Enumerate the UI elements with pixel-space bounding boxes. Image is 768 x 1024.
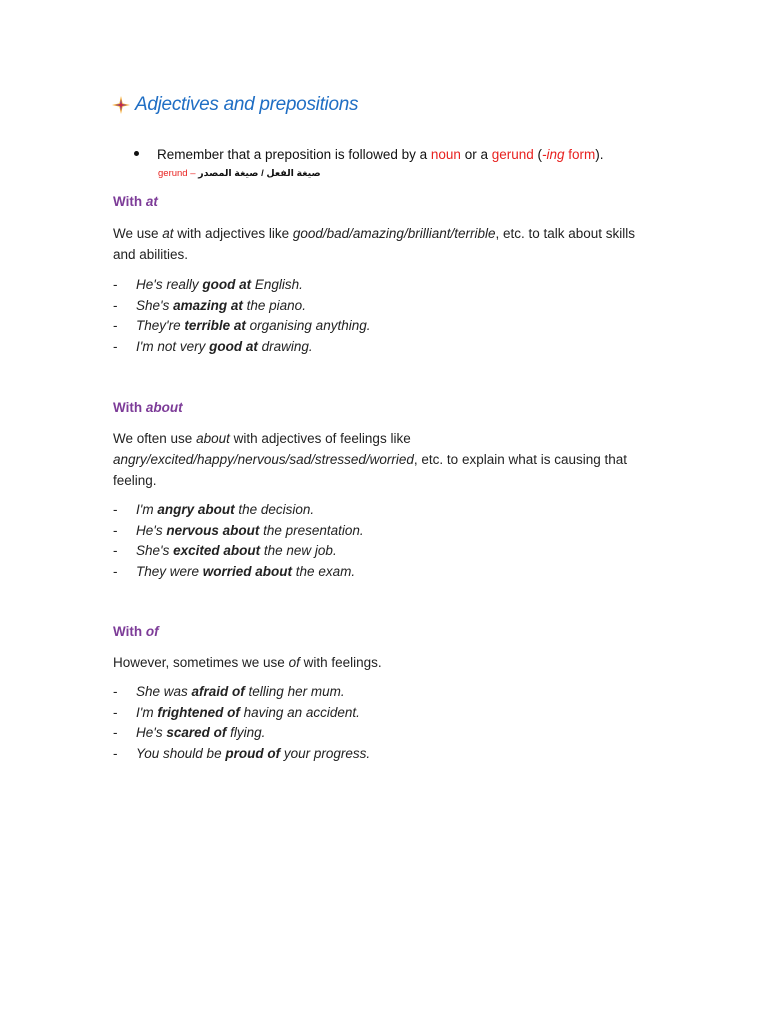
intro-text: Remember that a preposition is followed by a <box>157 147 431 162</box>
para-text: , etc. to talk about skills and abilities. <box>113 226 636 262</box>
para-text: with feelings. <box>299 655 382 670</box>
example-item <box>113 521 364 542</box>
dash-marker: - <box>113 277 118 292</box>
dash-marker: - <box>113 502 118 517</box>
example-item <box>113 337 370 358</box>
example-item <box>113 703 370 724</box>
dash-marker: - <box>113 297 118 313</box>
example-text: the presentation. <box>259 522 364 538</box>
example-text: He's really <box>136 277 203 292</box>
heading-italic: at <box>145 194 158 209</box>
para-text: However, sometimes we use <box>113 655 289 670</box>
example-text: You should be <box>136 745 226 761</box>
dash-marker: - <box>113 338 118 354</box>
heading-text: With <box>113 624 146 639</box>
example-text: drawing. <box>257 338 313 354</box>
example-text: your progress. <box>280 745 371 761</box>
example-item <box>113 500 364 521</box>
dash-marker: - <box>113 704 118 720</box>
example-phrase: frightened of <box>157 704 240 720</box>
para-italic: good/bad/amazing/brilliant/terrible <box>292 226 496 241</box>
arabic-note-latin: gerund – <box>158 168 199 179</box>
example-phrase: scared of <box>166 725 227 740</box>
example-text: She was <box>136 684 192 699</box>
example-text: I'm <box>136 502 158 517</box>
para-italic: at <box>162 226 174 241</box>
example-item <box>113 316 370 337</box>
arabic-translation-note <box>158 168 321 179</box>
example-text: He's <box>136 725 167 740</box>
example-item <box>113 744 370 765</box>
para-italic: about <box>196 431 230 446</box>
example-text: She's <box>136 297 174 313</box>
dash-marker: - <box>113 318 118 333</box>
example-item <box>113 562 364 583</box>
example-text: organising anything. <box>245 318 371 333</box>
section-paragraph-of <box>113 652 658 673</box>
example-item <box>113 541 364 562</box>
example-text: English. <box>251 277 303 292</box>
section-heading-of <box>113 624 159 639</box>
sparkle-cross-icon <box>112 96 130 114</box>
example-text: having an accident. <box>239 704 360 720</box>
example-list-about <box>113 500 364 582</box>
example-phrase: good at <box>209 338 258 354</box>
example-item <box>113 296 370 317</box>
dash-marker: - <box>113 684 118 699</box>
example-phrase: amazing at <box>173 297 243 313</box>
example-text: I'm not very <box>136 338 210 354</box>
intro-paren: ( <box>533 147 542 162</box>
example-text: He's <box>136 522 167 538</box>
example-phrase: angry about <box>157 502 235 517</box>
dash-marker: - <box>113 543 118 558</box>
intro-text-mid: or a <box>460 147 492 162</box>
example-text: flying. <box>226 725 266 740</box>
heading-italic: about <box>145 400 183 415</box>
example-text: They were <box>136 563 203 579</box>
intro-gerund: gerund <box>491 147 534 162</box>
dash-marker: - <box>113 522 118 538</box>
example-item <box>113 723 370 744</box>
example-list-of <box>113 682 370 764</box>
intro-form: form <box>564 147 596 162</box>
example-item <box>113 275 370 296</box>
example-text: I'm <box>136 704 158 720</box>
page-title: Adjectives and prepositions <box>135 94 359 115</box>
para-text: with adjectives like <box>173 226 293 241</box>
para-italic: of <box>288 655 300 670</box>
dash-marker: - <box>113 725 118 740</box>
example-text: They're <box>136 318 185 333</box>
example-phrase: proud of <box>225 745 281 761</box>
example-phrase: nervous about <box>166 522 260 538</box>
example-text: the new job. <box>260 543 337 558</box>
example-item <box>113 682 370 703</box>
example-text: the exam. <box>292 563 356 579</box>
example-text: telling her mum. <box>244 684 345 699</box>
intro-bullet <box>134 147 604 162</box>
example-phrase: afraid of <box>191 684 245 699</box>
example-phrase: worried about <box>202 563 293 579</box>
para-text: with adjectives of feelings like <box>229 431 411 446</box>
example-phrase: terrible at <box>184 318 246 333</box>
intro-noun: noun <box>430 147 461 162</box>
para-italic: angry/excited/happy/nervous/sad/stressed/worried <box>113 452 414 467</box>
arabic-note-arabic: صيغة الفعل / صيغة المصدر <box>198 168 321 179</box>
section-heading-about <box>113 400 183 415</box>
example-text: the decision. <box>234 502 315 517</box>
section-heading-at <box>113 194 158 209</box>
section-paragraph-about <box>113 428 658 491</box>
heading-italic: of <box>145 624 159 639</box>
example-text: the piano. <box>242 297 306 313</box>
intro-paren-close: ). <box>595 147 604 162</box>
para-text: We often use <box>113 431 197 446</box>
para-text: We use <box>113 226 163 241</box>
section-paragraph-at <box>113 223 658 265</box>
title-row <box>112 94 358 116</box>
para-text: , etc. to explain what is causing that feeling. <box>113 452 628 488</box>
dash-marker: - <box>113 745 118 761</box>
heading-text: With <box>113 400 146 415</box>
example-phrase: good at <box>202 277 252 292</box>
heading-text: With <box>113 194 146 209</box>
example-text: She's <box>136 543 174 558</box>
intro-ing: -ing <box>542 147 565 162</box>
bullet-dot-icon <box>134 151 139 156</box>
example-phrase: excited about <box>173 543 261 558</box>
example-list-at <box>113 275 370 357</box>
dash-marker: - <box>113 563 118 579</box>
